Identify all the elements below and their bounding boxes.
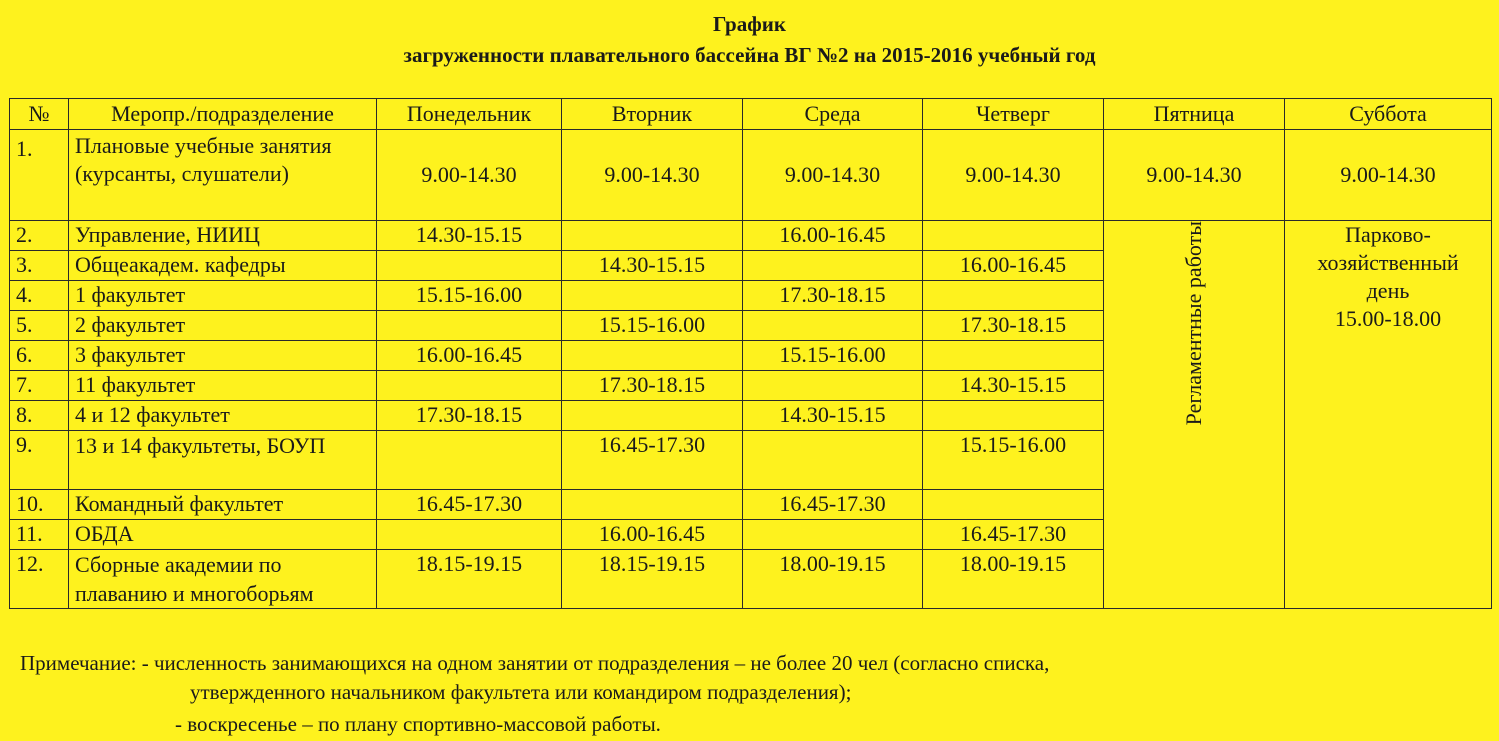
header-wednesday: Среда [743,99,923,130]
cell-thursday: 18.00-19.15 [923,550,1104,609]
cell-tuesday [562,221,743,251]
row-unit: Командный факультет [69,490,377,520]
cell-wednesday: 17.30-18.15 [743,281,923,311]
row-unit: 2 факультет [69,311,377,341]
schedule-table [9,98,1492,609]
cell-monday: 17.30-18.15 [377,401,562,431]
row-num: 1. [10,130,69,221]
cell-wednesday [743,520,923,550]
table-row [10,130,1492,221]
friday-maintenance-label: Регламентные работы [1181,221,1206,426]
cell-tuesday: 14.30-15.15 [562,251,743,281]
cell-thursday [923,401,1104,431]
row-unit: ОБДА [69,520,377,550]
cell-thursday: 14.30-15.15 [923,371,1104,401]
header-row [10,99,1492,130]
note-line-2: утвержденного начальником факультета или командиром подразделения); [190,680,852,704]
cell-tuesday: 17.30-18.15 [562,371,743,401]
header-tuesday: Вторник [562,99,743,130]
cell-tuesday: 15.15-16.00 [562,311,743,341]
document-subtitle: загруженности плавательного бассейна ВГ №2 на 2015-2016 учебный год [403,43,1096,67]
cell-thursday [923,221,1104,251]
cell-tuesday: 16.00-16.45 [562,520,743,550]
cell-thursday: 9.00-14.30 [923,130,1104,221]
cell-thursday: 16.45-17.30 [923,520,1104,550]
cell-tuesday [562,281,743,311]
cell-monday: 16.00-16.45 [377,341,562,371]
row-unit: Управление, НИИЦ [69,221,377,251]
cell-thursday: 17.30-18.15 [923,311,1104,341]
cell-tuesday: 16.45-17.30 [562,431,743,490]
header-friday: Пятница [1104,99,1285,130]
row-num: 2. [10,221,69,251]
header-thursday: Четверг [923,99,1104,130]
cell-wednesday [743,251,923,281]
row-unit: 13 и 14 факультеты, БОУП [69,431,377,490]
row-num: 7. [10,371,69,401]
header-num: № [10,99,69,130]
saturday-label-time: 15.00-18.00 [1334,306,1442,331]
header-unit: Меропр./подразделение [69,99,377,130]
row-unit: 11 факультет [69,371,377,401]
cell-thursday: 16.00-16.45 [923,251,1104,281]
row-num: 8. [10,401,69,431]
cell-thursday [923,341,1104,371]
cell-wednesday: 9.00-14.30 [743,130,923,221]
cell-tuesday: 18.15-19.15 [562,550,743,609]
cell-wednesday [743,431,923,490]
cell-wednesday [743,311,923,341]
cell-monday: 16.45-17.30 [377,490,562,520]
cell-friday: 9.00-14.30 [1104,130,1285,221]
note-line-1: Примечание: - численность занимающихся на одном занятии от подразделения – не более 20 чел (согласно списка, [20,651,1050,675]
saturday-park-day-cell [1285,221,1492,609]
cell-wednesday: 14.30-15.15 [743,401,923,431]
row-unit: 1 факультет [69,281,377,311]
cell-monday [377,311,562,341]
row-num: 10. [10,490,69,520]
cell-monday [377,520,562,550]
cell-monday [377,371,562,401]
cell-thursday [923,281,1104,311]
row-unit: Общеакадем. кафедры [69,251,377,281]
row-num: 3. [10,251,69,281]
header-monday: Понедельник [377,99,562,130]
cell-monday [377,431,562,490]
document-title: График [713,12,786,36]
cell-thursday: 15.15-16.00 [923,431,1104,490]
saturday-label-line3: день [1366,278,1410,303]
cell-wednesday: 18.00-19.15 [743,550,923,609]
cell-monday: 15.15-16.00 [377,281,562,311]
cell-wednesday [743,371,923,401]
cell-wednesday: 16.00-16.45 [743,221,923,251]
table-row [10,221,1492,251]
row-num: 12. [10,550,69,609]
cell-tuesday [562,341,743,371]
row-unit: Плановые учебные занятия (курсанты, слушатели) [69,130,377,221]
row-num: 11. [10,520,69,550]
note-line-3: - воскресенье – по плану спортивно-массовой работы. [175,712,661,736]
row-unit: Сборные академии по плаванию и многоборьям [69,550,377,609]
cell-saturday: 9.00-14.30 [1285,130,1492,221]
cell-monday [377,251,562,281]
cell-monday: 18.15-19.15 [377,550,562,609]
saturday-label-line2: хозяйственный [1317,250,1459,275]
header-saturday: Суббота [1285,99,1492,130]
friday-maintenance-cell [1104,221,1285,609]
cell-tuesday [562,401,743,431]
cell-thursday [923,490,1104,520]
cell-tuesday [562,490,743,520]
cell-monday: 14.30-15.15 [377,221,562,251]
row-num: 4. [10,281,69,311]
cell-wednesday: 15.15-16.00 [743,341,923,371]
cell-monday: 9.00-14.30 [377,130,562,221]
row-num: 6. [10,341,69,371]
saturday-label-line1: Парково- [1345,222,1431,247]
row-num: 9. [10,431,69,490]
row-unit: 4 и 12 факультет [69,401,377,431]
row-unit: 3 факультет [69,341,377,371]
cell-tuesday: 9.00-14.30 [562,130,743,221]
cell-wednesday: 16.45-17.30 [743,490,923,520]
row-num: 5. [10,311,69,341]
